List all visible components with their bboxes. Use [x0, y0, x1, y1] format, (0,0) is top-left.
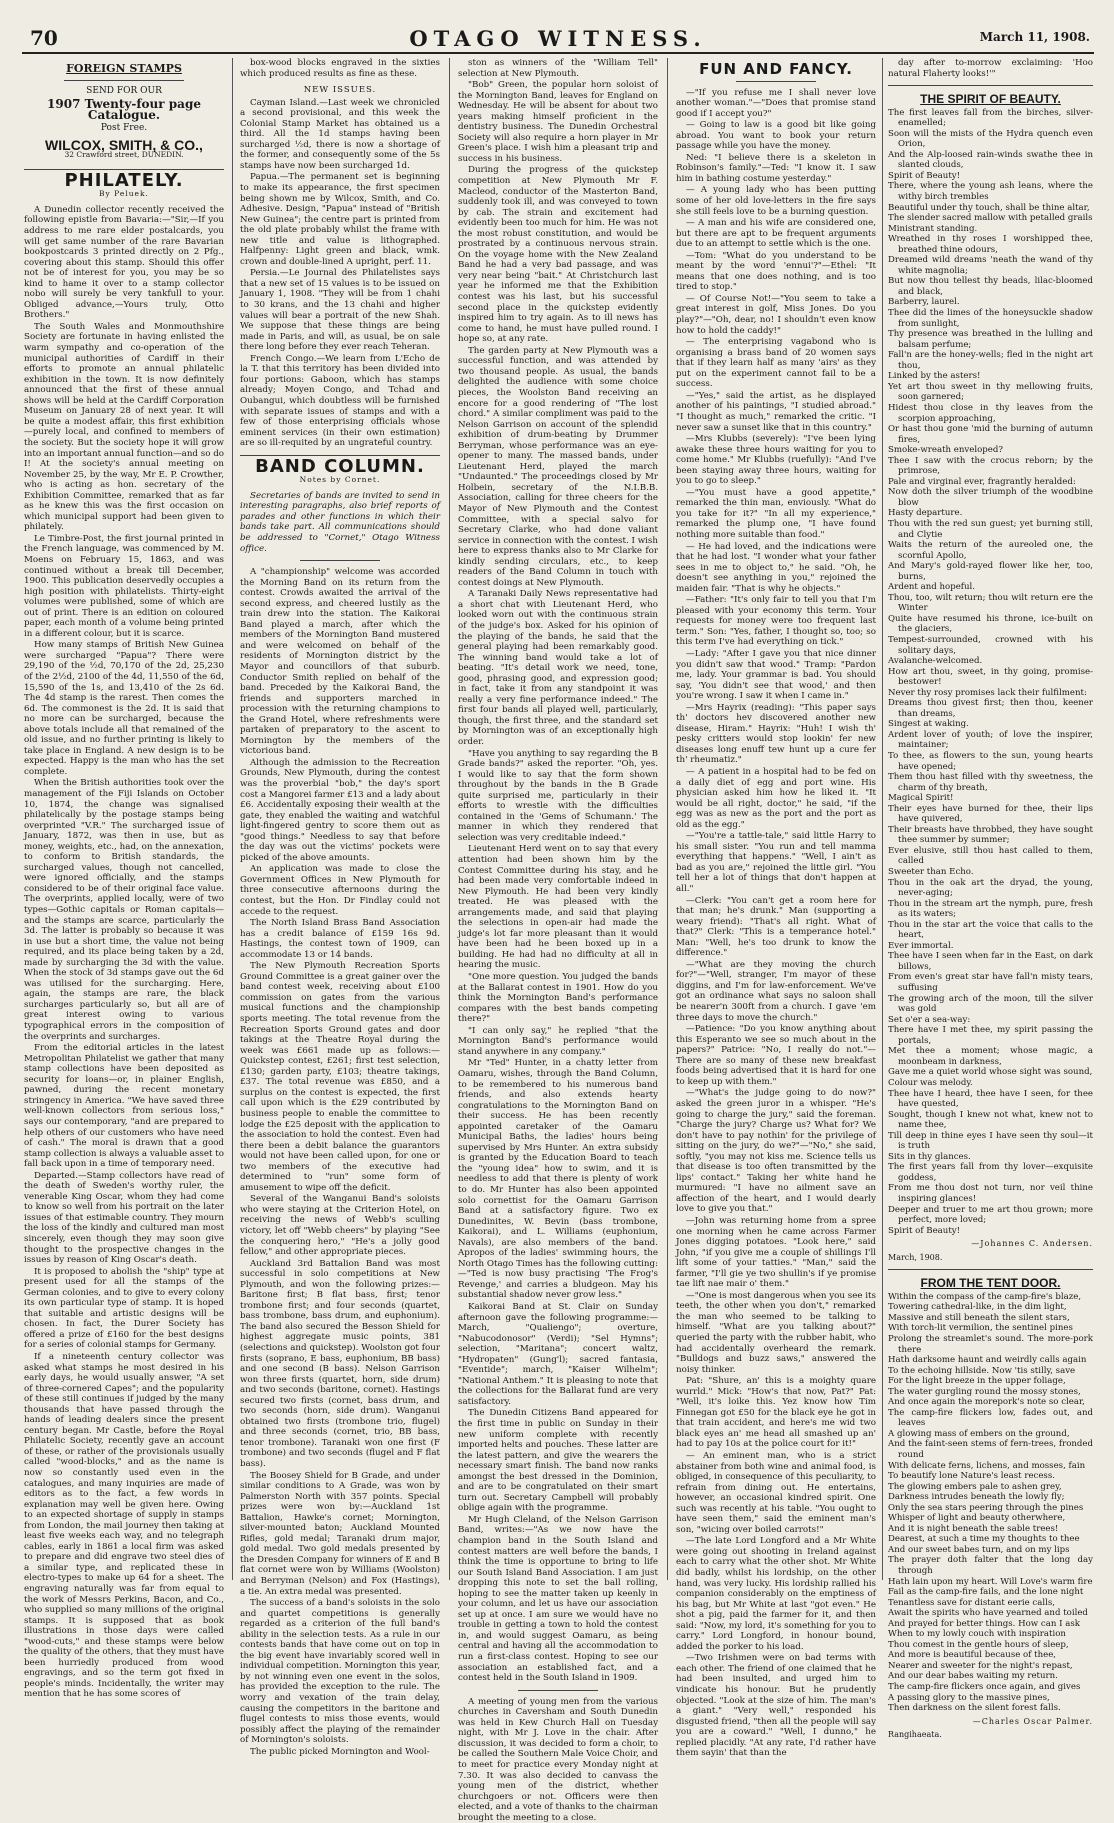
paragraph: — A man and his wife are considered one, but there are apt to be frequent arguments due to an attempt to settle which is the one. [676, 218, 876, 250]
poem-line: Smoke-wreath enveloped? [888, 445, 1003, 456]
stamps-advertisement [24, 64, 224, 161]
paragraph: "Bob" Green, the popular horn soloist of the Mornington Band, leaves for England on Wednesday. He will be absent for about two years making himself proficient in the dentistry business. The Dunedin Orchestral Society will also require a horn player in Mr Green's place. I wish him a pleasant trip and success in his business. [458, 80, 658, 164]
poem-signature: —Charles Oscar Palmer. [972, 1716, 1093, 1726]
poem-line: Darkness intrudes beneath the lowly fly; [888, 1492, 1065, 1503]
paragraph: Papua.—The permanent set is beginning to make its appearance, the first specimen being shown me by Wilcox, Smith, and Co. Adhesive. Design, "Papua" instead of "British New Guinea"; the centre part is printed from the old plate probably whilst the frame with new title and value is lithographed. Halfpenny: Light green and black, wmk. crown and double-lined A upright, perf. 11. [240, 172, 440, 267]
ad-catalogue: 1907 Twenty-four page Catalogue. [47, 97, 201, 122]
paragraph: Le Timbre-Post, the first journal printed in the French language, was commenced by M. Moens on February 15, 1863, and was continued without a break till December, 1900. This publication deservedly occupies a high position with philatelists. Thirty-eight volumes were published, some of which are out of print. There is an edition on coloured paper, each month of a volume being printed in a different colour, but it is scarce. [24, 533, 224, 639]
paragraph: —Father: "It's only fair to tell you that I'm pleased with your economy this term. Your requests for money were too frequent last term." Son: "Yes, father, I thought so, too; so this term I've had everything on tick." [676, 595, 876, 648]
poem-line: Quite have resumed his throne, ice-built on the glaciers, [888, 613, 1093, 635]
poem-line: Dreams thou givest first; then thou, keener than dreams, [888, 698, 1093, 719]
poem-line: And prayed for better things. How can I ask [888, 1618, 1080, 1629]
poem-line: Thou in the stream art the nymph, pure, fresh as its waters; [888, 898, 1093, 920]
paragraph: Although the admission to the Recreation Grounds, New Plymouth, during the contest was the proverbial "bob," the day's sport cost a Mangorei farmer £13 and a lady about £6. Accidentally exposing their wealth at the gate, they enabled the waiting and watchful light-fingered gentry to score them out as "good things." Needless to say that before the day was out the victims' pockets were picked of the above amounts. [240, 757, 440, 863]
paragraph: —"You must have a good appetite," remarked the thin man, enviously. "What do you take for it?" "In all my experience," remarked the plump one, "I have found nothing more suitable than food." [676, 487, 876, 540]
poem-line: Beautiful under thy touch, shall be thine altar, [888, 202, 1090, 213]
section-title-band-column: BAND COLUMN. [255, 455, 425, 477]
poem-line: With torch-lit vermilion, the sentinel pines [888, 1323, 1073, 1334]
poem-line: Fall'n are the honey-wells; fled in the night art thou, [888, 350, 1093, 371]
poem-line: From me thou dost not turn, nor veil thine inspiring glances! [888, 1183, 1093, 1204]
paragraph: —Mrs Hayrix (reading): "This paper says th' doctors hev discovered another new disease, Hiram." Hayrix: "Huh! I wish th' pesky critters would stop lookin' fer new diseases long enuff tew hunt up a cure fer th' rheumatiz." [676, 702, 876, 766]
paragraph: A meeting of young men from the various churches in Caversham and South Dunedin was held in Kew Church Hall on Tuesday night, with Mr J. Love in the chair. After discussion, it was decided to form a choir, to be called the Southern Male Voice Choir, and to meet for practice every Monday night at 7.30. It was also decided to canvass the young men of the district, whether churchgoers or not. Officers were then elected, and a vote of thanks to the chairman brought the meeting to a close. [458, 1696, 658, 1823]
poem-line: Or hast thou gone 'mid the burning of autumn fires, [888, 424, 1093, 445]
paragraph: —Lady: "After I gave you that nice dinner you didn't saw that wood." Tramp: "Pardon me, lady. Your grammar is bad. You should say, 'You didn't see that wood,' and then you're wrong. I saw it when I came in." [676, 648, 876, 702]
poem-line: For the light breeze in the upper foliage, [888, 1376, 1066, 1387]
poem-line: Now doth the silver triumph of the woodbine blow [888, 487, 1093, 508]
poem-line: Waits the return of the aureoled one, the scornful Apollo, [888, 540, 1093, 561]
poem-body [888, 108, 1093, 1237]
poem-line: Linked by the asters! [888, 371, 981, 382]
article-body [676, 88, 876, 1759]
paragraph: A Dunedin collector recently received the following epistle from Bavaria:—"Sir,—If you address to me rare elder postalcards, you will get same number of the rare Bavarian bookpostcards 3 printed directly on 2 Pfg., covering about this stamp. Should this offer not be of interest for you, you may be so kind to hame it over to a stamp collector nobo will surely be very tankfull to your. Obliged advance,—Yours truly, Otto Brothers." [24, 204, 224, 321]
ad-send-for: SEND FOR OUR [86, 85, 162, 96]
section-title-philately: PHILATELY. [64, 169, 184, 191]
byline: By Peluek. [99, 189, 149, 199]
poem-line: Soon will the mists of the Hydra quench even Orion, [888, 128, 1093, 150]
poem-line: The camp-fire flickers low, fades out, and leaves [888, 1407, 1093, 1429]
poem-line: Set o'er a sea-way: [888, 1014, 971, 1025]
poem-line: Towering cathedral-like, in the dim light, [888, 1302, 1067, 1313]
poem-line: How art thou, sweet, in thy going, promise-bestower! [888, 666, 1093, 688]
poem-line: Colour was melody. [888, 1077, 973, 1088]
paragraph: — He had loved, and the indications were that he had lost. "I wonder what your father sees in me to object to," he said. "Oh, he doesn't see anything in you," rejoined the maiden fair. "That is why he objects." [676, 541, 876, 594]
paragraph: Ned: "I believe there is a skeleton in Robinson's family."—Ted: "I know it. I saw him in bathing costume yesterday." [676, 152, 876, 184]
divider [518, 1690, 598, 1691]
poem-line: With delicate ferns, lichens, and mosses, fain [888, 1460, 1086, 1471]
paragraph: —John was returning home from a spree one morning when he came across Farmer Jones digging potatoes. "Look here," said John, "if you give me a couple of shillings I'll lift some of your tatties." "Man," said the farmer, "I'll gie ye two shullin's if ye promise tae lift nae mair o' them." [676, 1215, 876, 1290]
poem-line: Ardent and hopeful. [888, 582, 976, 593]
poem-line: Then darkness on the silent forest falls. [888, 1703, 1061, 1714]
ad-title: FOREIGN STAMPS [66, 62, 182, 75]
paragraph: —"Yes," said the artist, as he displayed another of his paintings, "I studied abroad." "I thought as much," remarked the critic. "I never saw a sunset like that in this country." [676, 390, 876, 433]
paragraph: —"What are they moving the church for?"—"Well, stranger, I'm mayor of these diggins, and I'm for law-enforcement. We've got an ordinance what says no saloon shall be nearer'n 300ft from a church. I gave 'em three days to move the church." [676, 959, 876, 1023]
poem-line: Only the sea stars peering through the pines [888, 1502, 1084, 1513]
continued-text: day after to-morrow exclaiming: 'Hoo natural Flaherty looks!'" [888, 58, 1093, 79]
article-body [458, 1697, 658, 1823]
poem-line: The slender sacred mallow with petalled grails [888, 213, 1093, 224]
poem-line: There, where the young ash leans, where the withy birch trembles [888, 181, 1093, 203]
paragraph: From the editorial articles in the latest Metropolitan Philatelist we gather that many stamp collections have been deposited as security for loans—or, in plainer English, pawned, during the recent monetary stringency in America. "We have saved three well-known collectors from serious loss," says our contemporary, "and are prepared to help others of our customers who have need of cash." The moral is drawn that a good stamp collection is always a valuable asset to fall back upon in a time of temporary need. [24, 1043, 224, 1170]
paragraph: —"What's the judge going to do now?" asked the green juror in a whisper. "He's going to charge the jury," said the foreman. "Charge the jury? Charge us? What for? We don't have to pay nothin' for the privilege of sitting on the jury, do we?"—"No," she said, softly, "you may not kiss me. Science tells us that disease is too often transmitted by the lips' contact." Taking her white hand he murmured: "I have no ailment save an affection of the heart, and I would dearly love to give you that." [676, 1088, 876, 1215]
poem-line: Their breasts have throbbed, they have sought thee summer by summer; [888, 824, 1093, 846]
poem-line: Yet art thou sweet in thy mellowing fruits, soon garnered; [888, 381, 1093, 403]
paragraph: Mr "Ted" Hunter, in a chatty letter from Oamaru, wishes, through the Band Column, to be remembered to his numerous band friends, and also extends hearty congratulations to the Mornington Band on their success. He has been recently appointed caretaker of the Oamaru Municipal Baths, the ladies' hours being supervised by Mrs Hunter. An extra subsidy is granted by the Education Board to teach the "young idea" how to swim, and it is needless to add that there is plenty of work to do. Mr Hunter has also been appointed solo cornettist for the Oamaru Garrison Band at a satisfactory figure. Two ex Dunedinites, W. Bevin (bass trombone, Kaikorai), and L. Williams (euphonium, Navals), are also members of the band. Apropos of the ladies' swimming hours, the North Otago Times has the following cutting:—"Ted is now busy practising 'The Frog's Revenge,' and carries a bludgeon. May his substantial shadow never grow less." [458, 1058, 659, 1301]
poem-line: Ardent lover of youth; of love the inspirer, maintainer; [888, 729, 1093, 751]
paragraph: —The late Lord Longford and a Mr White were going out shooting in Ireland against each to carry what the other shot. Mr White did badly, whilst his lordship, on the other hand, was very lucky. His lordship rallied his companion considerably on the emptiness of his bag, but Mr White at last "got even." He shot a pig, paid the farmer for it, and then said: "Now, my lord, it's something for you to carry." Lord Longford, in honour bound, added the porker to his load. [676, 1536, 876, 1652]
poem-line: Barberry, laurel. [888, 297, 960, 308]
poem-title-tent-door: FROM THE TENT DOOR. [920, 1276, 1061, 1291]
column-divider [449, 58, 450, 1580]
paragraph: Cayman Island.—Last week we chronicled a second provisional, and this week the Colonial Stamp Market has obtained us a third. All the 1d stamps having been surcharged ½d, there is now a shortage of the former, and consequently some of the 5s stamps have now been surcharged 1d. [240, 97, 440, 171]
subheading-new-issues: NEW ISSUES. [303, 85, 377, 96]
paragraph: The Dunedin Citizens Band appeared for the first time in public on Sunday in their new uniform complete with recently imported helts and pouches. These latter are the latest pattern, and give the wearers the necessary smart finish. The band now ranks amongst the best dressed in the Dominion, and are to be congratulated on their smart turn out. Secretary Campbell will probably oblige again with the programme. [458, 1408, 658, 1514]
poem-line: Thou comest in the gentle hours of sleep, [888, 1639, 1069, 1650]
paragraph: The public picked Mornington and Wool- [250, 1746, 430, 1757]
poem-line: There have I met thee, my spirit passing the portals, [888, 1025, 1093, 1046]
poem-line: And the faint-seen stems of fern-trees, fronded round [888, 1439, 1093, 1460]
ad-address: 32 Crawford street, DUNEDIN. [64, 150, 184, 160]
paragraph: The South Wales and Monmouthshire Society are fortunate in having enlisted the warm sympathy and co-operation of the municipal authorities of Cardiff in their efforts to promote an annual philatelic exhibition in the town. It is now definitely announced that the first of these annual shows will be held at the Cardiff Corporation Museum on January 28 of next year. It will be quite a modest affair, this first exhibition—purely local, and confined to members of the society. But the society hope it will grow into an important annual function—and so do I! At the society's annual meeting on November 25, by the way, Mr E. P. Crowther, who is acting as hon. secretary of the Exhibition Committee, remarked that as far as he knew this was the first occasion on which municipal support had been given to philately. [24, 321, 224, 533]
column-5 [888, 58, 1093, 1740]
paragraph: How many stamps of British New Guinea were surcharged "Papua"? There were 29,190 of the ½d, 70,170 of the 2d, 25,230 of the 2½d, 2100 of the 4d, 11,550 of the 6d, 15,590 of the 1s, and 13,410 of the 2s 6d. The 4d stamp is the rarest. Then comes the 6d. The commonest is the 2d. It is said that no more can be surcharged, because the above totals include all that remained of the old issue, and no further printing is likely to take place in England. A new design is to be expected. Happy is the man who has the set complete. [24, 640, 224, 777]
poem-line: Nearer and sweeter for the night's repast, [888, 1660, 1073, 1671]
article-body [240, 98, 440, 449]
poem-line: The water gurgling round the mossy stones, [888, 1386, 1081, 1397]
paragraph: "One more question. You judged the bands at the Ballarat contest in 1901. How do you think the Mornington Band's performance compares with the best bands competing there?" [458, 972, 658, 1025]
paragraph: "I can only say," he replied "that the Mornington Band's performance would stand anywhere in any company." [458, 1025, 658, 1057]
poem-line: Wreathed in thy roses I worshipped thee, breathed thine odours, [888, 234, 1093, 255]
poem-line: Thee have I heard, thee have I seen, for thee have quested, [888, 1088, 1093, 1110]
section-title-fun-and-fancy: FUN AND FANCY. [699, 60, 853, 78]
paragraph: Kaikorai Band at St. Clair on Sunday afternoon gave the following programme:—March, "Qualiengo"; overture, "Nabucodonosor" (Verdi); "Sel Hymns"; selection, "Maritana"; concert waltz, "Hydropaten" (Gung'l); sacred fantasia, "Eventide"; march, "Kaiser Wilhelm"; "National Anthem." It is pleasing to note that the collections for the Ballarat fund are very satisfactory. [458, 1301, 658, 1407]
poem-line: Hath darksome haunt and weirdly calls again [888, 1355, 1087, 1366]
poem-line: And Mary's gold-rayed flower like her, too, burns, [888, 561, 1093, 582]
divider [736, 81, 816, 82]
paragraph: During the progress of the quickstep competition at New Plymouth Mr F. Macleod, conductor of the Masterton Band, suddenly took ill, and was conveyed to town by cab. The strain and excitement had evidently been too much for him. He was not the most robust constitution, and would be prostrated by a continuous nervous strain. On the voyage home with the New Zealand Band he had a very bad passage, and was very near being "bait." At Christchurch last year he informed me that the Exhibition contest was his last, but his successful second place in the quickstep evidently inspired him to try again. As to ill news has come to hand, he must have pulled round. I hope so, at any rate. [458, 165, 658, 345]
poem-line: And once again the morepork's note so clear, [888, 1397, 1085, 1408]
poem-line: Dreamed wild dreams 'neath the wand of thy white magnolia; [888, 255, 1093, 276]
column-3 [458, 58, 659, 1823]
paragraph: — Of Course Not!—"You seem to take a great interest in golf, Miss Jones. Do you play?"—"Oh, dear, no! I shouldn't even know how to hold the caddy!" [676, 293, 876, 336]
poem-line: Sweeter than Echo. [888, 867, 974, 878]
poem-line: Prolong the streamlet's sound. The more-pork there [888, 1333, 1093, 1355]
poem-line: Tempest-surrounded, crowned with his solitary days, [888, 634, 1093, 656]
paragraph: Lieutenant Herd went on to say that every attention had been shown him by the Contest Committee during his stay, and he had been made very comfortable indeed in New Plymouth. He had been very kindly treated. He was pleased with the arrangements made, and said that playing the selections in open-air had made the judge's lot far more pleasant than it would have been had he been boxed up in a building. He had had no difficulty at all in hearing the music. [458, 844, 658, 971]
article-body [24, 205, 224, 1700]
poem-line: And more is beautiful because of thee, [888, 1650, 1057, 1661]
poem-line: Dearest, at such a time my thoughts to thee [888, 1534, 1080, 1545]
poem-line: Sits in thy glances. [888, 1151, 971, 1162]
column-1 [24, 58, 224, 1700]
paragraph: — A patient in a hospital had to be fed on a daily diet of egg and port wine. His physician asked him how he liked it. "It would be all right, doctor," he said, "if the egg was as new as the port and the port as old as the egg." [676, 767, 876, 830]
column-2 [240, 58, 440, 1757]
article-body [240, 58, 440, 79]
poem-line: Magical Spirit! [888, 793, 954, 804]
band-notice: Secretaries of bands are invited to send in interesting paragraphs, also brief reports of parades and other functions in which their bands take part. All communications should be addressed to "Cornet," Otago Witness office. [240, 490, 440, 554]
poem-line: Thy presence was breathed in the lulling and balsam perfume; [888, 329, 1093, 350]
poem-line: Pale and virginal ever, fragrantly heralded: [888, 476, 1076, 487]
poem-line: To beautify lone Nature's least recess. [888, 1471, 1055, 1482]
poem-line: And our sweet babes turn, and on my lips [888, 1544, 1070, 1555]
poem-line: Within the compass of the camp-fire's blaze, [888, 1291, 1082, 1302]
newspaper-title: OTAGO WITNESS. [409, 26, 707, 51]
divider [888, 85, 1093, 86]
poem-line: Ministrant standing. [888, 223, 978, 234]
paragraph: — Going to law is a good bit like going abroad. You want to book your return passage while you have the money. [676, 120, 876, 152]
poem-line: A glowing mass of embers on the ground, [888, 1428, 1070, 1439]
paragraph: Persia.—Le Journal des Philatelistes says that a new set of 15 values is to be issued on January 1, 1908. "They will be from 1 chahi to 30 krans, and the 13 chahi and higher values will bear a portrait of the new Shah. We suppose that these things are being made in Paris, and will, as usual, be on sale there long before they ever reach Teheran. [240, 268, 440, 353]
paragraph: "Have you anything to say regarding the B Grade bands?" asked the reporter. "Oh, yes. I would like to say that the form shown throughout by the bands in the B Grade quite surprised me, particularly in their efforts to wrestle with the difficulties contained in the 'Gems of Schumann.' The manner in which they rendered that selection was very creditable indeed." [458, 748, 658, 843]
poem-line: Sought, though I knew not what, knew not to name thee, [888, 1109, 1093, 1131]
paragraph: Auckland 3rd Battalion Band was most successful in solo competitions at New Plymouth, and won the following prizes:—Baritone first; B flat bass, first; tenor trombone first; and four seconds (quartet, bass trombone, bass drum, and euphonium). The band also secured the Besson Shield for highest aggregate music points, 381 (selections and quickstep). Woolston got four firsts (soprano, E bass, euphonium, BB bass) and one second (B bass). Nelson Garrison won three firsts (quartet, horn, side drum) and two seconds (baritone, cornet). Hastings secured two firsts (cornet, bass drum, and two seconds (horn, side drum). Wanganui obtained two firsts (trombone trio, flugel) and three seconds (cornet, trio, BB bass, tenor trombone). Taranaki won one first (F trombone) and two seconds (flugel and F flat bass). [240, 1258, 440, 1469]
issue-date: March 11, 1908. [979, 30, 1090, 44]
poem-line: Ever elusive, still thou hast called to them, called [888, 845, 1093, 867]
paragraph: The success of a band's soloists in the solo and quartet competitions is generally regarded as a criterion of the full band's ability in the selection tests. As a rule in our contests bands that have come out on top in the big event have invariably scored well in individual competition. Mornington this year, by not winning even one event in the solos, has provided the exception to the rule. The worry and vexation of the train delay, causing the competitors in the baritone and flugel contests to miss those events, would possibly affect the playing of the remainder of Mornington's soloists. [240, 1598, 440, 1746]
poem-line: And the Alp-loosed rain-winds swathe thee in slanted clouds, [888, 149, 1093, 171]
poem-title-spirit-of-beauty: THE SPIRIT OF BEAUTY. [920, 92, 1061, 107]
paragraph: —Mrs Klubbs (severely): "I've been lying awake these three hours waiting for you to come home." Mr Klubbs (ruefully): "And I've been staying away three hours, waiting for you to go to sleep." [676, 434, 876, 487]
poem-line: The growing arch of the moon, till the silver was gold [888, 993, 1093, 1015]
poem-line: A passing glory to the massive pines, [888, 1692, 1050, 1703]
poem-line: Spirit of Beauty! [888, 170, 961, 181]
column-divider [882, 58, 883, 1580]
paragraph: box-wood blocks engraved in the sixties which produced results as fine as these. [240, 58, 440, 79]
paragraph: An application was made to close the Government Offices in New Plymouth for three consecutive afternoons during the contest, but the Hon. Dr Findlay could not accede to the request. [240, 864, 440, 917]
paragraph: Mr Hugh Cleland, of the Nelson Garrison Band, writes:—"As we now have the champion band in the South Island and contest matters are well before the bands, I think the time is opportune to bring to life our South Island Band Association. I am just dropping this note to set the ball rolling, hoping to see the matter taken up keenly in your column, and let us have our association set up at once. I am sure we would have no trouble in getting a town to hold the contest in, and would suggest Oamaru, as being central and having all the accommodation to run a first-class contest. Hoping to see our association an established fact, and a contest held in the South Island in 1909. [458, 1514, 658, 1684]
column-4 [676, 58, 876, 1759]
poem-line: The glowing embers pale to ashen grey, [888, 1481, 1062, 1492]
poem-line: Fail as the camp-fire fails, and the lone night [888, 1587, 1084, 1598]
paragraph: If a nineteenth century collector was asked what stamps he most desired in his early days, he would usually answer, "A set of three-cornered Capes"; and the popularity of these still continues if judged by the many thousands that have passed through the hands of leading dealers since the present century began. Mr Castle, before the Royal Philatelic Society, recently gave an account of these, or rather of the provisionals usually called "wood-blocks," and as the name is now so constantly used even in the catalogues, and many inquiries are made of editors as to the fact, a few words in explanation may well be given here. Owing to an expected shortage of supply in stamps from London, the mail journey then taking at least five weeks each way, and no telegraph cables, early in 1861 a local firm was asked to prepare and did engrave two steel dies of a similar type, and replicated these in electro-types to make up 64 for a sheet. The engraving naturally was far from equal to the work of Messrs Perkins, Bacon, and Co., who supplied so many millions of the original stamps. It is supposed that as book illustrations in those days were called "wood-cuts," and these stamps were below the quality of the others, that they must have been hurriedly produced from wood engravings, and so the term got fixed in people's minds. Incidentally, the writer may mention that he has some scores of [24, 1351, 224, 1700]
poem-line: And our dear babes waiting my return. [888, 1671, 1058, 1682]
paragraph: —"If you refuse me I shall never love another woman."—"Does that promise stand good if I accept you?" [676, 87, 876, 119]
paragraph: —Clerk: "You can't get a room here for that man; he's drunk." Man (supporting a weary friend): "That's all right. What of that?" Clerk: "This is a temperance hotel." Man: "Well, he's too drunk to know the difference." [676, 895, 876, 959]
paragraph: —Patience: "Do you know anything about this Esperanto we see so much about in the papers?" Patrice: "No, I really do not."— There are so many of these new breakfast foods being advertised that it is hard for one to keep up with them." [676, 1024, 876, 1087]
poem-line: And it is night beneath the sable trees! [888, 1523, 1059, 1534]
poem-line: Them thou hast filled with thy sweetness, the charm of thy breath, [888, 772, 1093, 793]
poem-line: Thou in the star art the voice that calls to the heart, [888, 919, 1093, 941]
poem-line: Await the spirits who have yearned and toiled [888, 1608, 1088, 1619]
poem-line: Gave me a quiet world whose sight was sound, [888, 1067, 1093, 1078]
poem-line: Thee have I seen when far in the East, on dark billows, [888, 951, 1093, 972]
poem-line: Ever immortal. [888, 940, 954, 951]
poem-line: Spirit of Beauty! [888, 1225, 961, 1236]
poem-line: Thee did the limes of the honeysuckle shadow from sunlight, [888, 308, 1093, 329]
paragraph: — An eminent man, who is a strict abstainer from both wine and animal food, is obliged, in consequence of this peculiarity, to refrain from dining out. He entertains, however, an occasional kindred spirit. One such was recently at his table. "You ought to have seen them," said the eminent man's son, "wicing over boiled carrots!" [676, 1451, 876, 1535]
paragraph: The garden party at New Plymouth was a successful function, and was attended by two thousand people. As usual, the bands delighted the audience with some choice pieces, the Woolston Band receiving an encore for a good rendering of "The lost chord." A similar compliment was paid to the Nelson Garrison on account of the splendid exhibition of drum-beating by Drummer Berryman, whose performance was an eye-opener to many. The massed bands, under Lieutenant Herd, played the march "Undaunted." The proceedings closed by Mr Holbein, secretary of the N.I.B.B. Association, calling for three cheers for the Mayor of New Plymouth and the Contest Committee, with a special salvo for Secretary Clarke, who had done valiant service in connection with the contest. I wish here to express thanks also to Mr Clarke for kindly sending circulars, etc., to keep readers of the Band Column in touch with contest doings at New Plymouth. [458, 345, 658, 588]
poem-line: Hidest thou close in thy leaves from the scorpion approaching, [888, 402, 1093, 424]
poem-line: The camp-fire flickers once again, and gives [888, 1682, 1081, 1693]
poem-line: Deeper and truer to me art thou grown; more perfect, more loved; [888, 1204, 1093, 1226]
paragraph: — A young lady who has been putting some of her old love-letters in the fire says she still feels love to be a burning question. [676, 185, 876, 217]
poem-line: To the echoing hillside. Now 'tis stilly, save [888, 1365, 1076, 1376]
poem-line: Thou in the oak art the dryad, the young, never-aging; [888, 877, 1093, 899]
paragraph: When the British authorities took over the management of the Fiji Islands on October 10, 1874, the change was signalised philatelically by the postage stamps being overprinted "V.R." The surcharged issue of January, 1872, was then in use, but as money, weights, etc., had, on the annexation, to conform to British standards, the surcharged values, though not cancelled, were ignored officially, and the stamps considered to be of their original face value. The overprints, applied locally, were of two types—Gothic capitals or Roman capitals—and the stamps are scarce, particularly the 3d. The latter is probably so because it was in use but a short time, the value not being required, and its place being taken by a 2d, made by surcharging the 3d with the value. When the stock of 3d stamps gave out the 6d was utilised for the surcharging. Here, again, the stamps are rare, the black surcharges particularly so, but all are of great interest owing to various typographical errors in the composition of the overprints and surcharges. [24, 778, 224, 1042]
ad-firm-name: WILCOX, SMITH, & CO., [45, 136, 203, 153]
column-divider [667, 58, 668, 1580]
article-body [458, 58, 658, 1684]
poem-line: Till deep in thine eyes I have seen thy soul—it is truth [888, 1130, 1093, 1152]
poem-line: The first years fall from thy lover—exquisite goddess, [888, 1162, 1093, 1183]
poem-line: From even's great star have fall'n misty tears, suffusing [888, 972, 1093, 994]
poem-line: When to my lowly couch with inspiration [888, 1629, 1066, 1640]
paragraph: —"You're a tattle-tale," said little Harry to his small sister. "You run and tell mamma everything that happens." "Well, I ain't as bad as you are," rejoined the little girl. "You tell her a lot of things that don't happen at all." [676, 831, 876, 895]
poem-place: Rangihaeata. [888, 1730, 942, 1740]
byline: Notes by Cornet. [299, 475, 381, 485]
paragraph: A "championship" welcome was accorded the Morning Band on its return from the contest. Crowds awaited the arrival of the second express, and cheered lustily as the train drew into the station. The Kaikorai Band played a march, after which the members of the Mornington Band mustered and were welcomed on behalf of the residents of Mornington district by the Mayor and councillors of that suburb. Conductor Smith replied on behalf of the band. Preceded by the Kaikorai Band, the friends and supporters marched in procession with the returning champions to the Grand Hotel, where refreshments were partaken of preparatory to the ascent to Mornington by the members of the victorious band. [240, 567, 440, 757]
divider [888, 1269, 1093, 1270]
poem-line: Thou, too, wilt return; thou wilt return ere the Winter [888, 592, 1093, 614]
ad-post-free: Post Free. [100, 123, 148, 134]
paragraph: It is proposed to abolish the "ship" type at present used for all the stamps of the German colonies, and to give to every colony its own particular type of stamp. It is hoped that suitable and artistic designs will be chosen. In fact, the Durer Society has offered a prize of £160 for the best designs for a series of colonial stamps for Germany. [24, 1266, 224, 1351]
poem-line: Tenantless save for distant eerie calls, [888, 1597, 1055, 1608]
paragraph: — The enterprising vagabond who is organising a brass band of 20 women says that if they learn half as many 'airs' as they put on the experiment cannot fail to be a success. [676, 337, 876, 390]
paragraph: The New Plymouth Recreation Sports Ground Committee is a great gainer over the band contest week, receiving about £100 commission on gates from the various musical functions and the championship sports meeting. The total revenue from the Recreation Sports Ground gates and door takings at the Theatre Royal during the week was £661 made up as follows:—Quickstep contest, £261; first test selection, £130; garden party, £103; theatre takings, £37. The total revenue was £850, and a surplus on the contest is expected, the first call upon which is the £29 contributed by business people to enable the committee to lodge the £25 deposit with the application to the association to hold the contest. Even had there been a debit balance the guarantors would not have been called upon, for one or two members of the executive had determined to "run" some form of amusement to wipe off the deficit. [240, 961, 440, 1193]
poem-date: March, 1908. [888, 1252, 943, 1262]
paragraph: —Two Irishmen were on bad terms with each other. The friend of one claimed that he had been insulted, and urged him to vindicate his honour. But he prudently objected. "Look at the size of him. The man's a giant." "Very well," responded his disgusted friend, "then all the people will say you are a coward." "Well, I dunno," he replied placidly. "At any rate, I'd rather have them sayin' that than the [676, 1653, 876, 1759]
paragraph: A Taranaki Daily News representative had a short chat with Lieutenant Herd, who looked worn out with the continuous strain of the judge's box. Asked for his opinion of the playing of the bands, he said that the general playing had been remarkably good. The winning band would take a lot of beating. "It's detail work we need, tone, good, phrasing good, and expression good; in fact, take it from any standpoint it was really a very fine performance indeed." The first four bands all played well, particularly, though, the first three, and the standard set by Mornington was of an exceptionally high order. [458, 589, 658, 747]
paragraph: Departed.—Stamp collectors have read of the death of Sweden's worthy ruler, the venerable King Oscar, whom they had come to know so well from his portrait on the later issues of that estimable country. They mourn the loss of the kindly and cultured man most sincerely, even though they may soon give thought to the prospective changes in the issues by reason of King Oscar's death. [24, 1170, 224, 1266]
poem-line: The prayer doth falter that the long day through [888, 1555, 1093, 1577]
poem-signature: —Johannes C. Andersen. [971, 1239, 1093, 1249]
divider [64, 80, 184, 81]
page-number: 70 [30, 26, 58, 50]
column-divider [232, 58, 233, 1580]
poem-line: Never thy rosy promises lack their fulfilment: [888, 687, 1087, 698]
article-body [240, 567, 440, 1757]
poem-line: Met thee a moment; whose magic, a moonbeam in darkness, [888, 1046, 1093, 1067]
paragraph: French Congo.—We learn from L'Echo de la T. that this territory has been divided into four portions: Gaboon, which has stamps already; Moyen Congo, and Tchad and Oubangui, which doubtless will be furnished with separate issues of stamps and with a few of those enterprising officials whose eminent services (in their own estimation) are so ill-requited by an ungrateful country. [240, 353, 440, 449]
poem-line: But now thou tellest thy beads, lilac-bloomed and black, [888, 276, 1093, 297]
poem-line: Singest at waking. [888, 719, 969, 730]
paragraph: —"One is most dangerous when you see its teeth, the other when you don't," remarked the man who seemed to be talking to himself. "What are you talking about?" queried the party with the rubber habit, who had accidentally overheard the remark. "Bulldogs and buzz saws," answered the noisy thinker. [676, 1290, 876, 1375]
poem-line: To thee, as flowers to the sun, young hearts have opened; [888, 751, 1093, 772]
poem-line: Hath lain upon my heart. Will Love's warm fire [888, 1576, 1093, 1587]
poem-body [888, 1292, 1093, 1714]
poem-line: Thee I saw with the crocus reborn; by the primrose, [888, 455, 1093, 477]
paragraph: —Tom: "What do you understand to be meant by the word 'ennui'?"—Ethel: "It means that one does nothing, and is too tired to stop." [676, 250, 876, 293]
poem-line: The first leaves fall from the birches, silver-enamelled; [888, 107, 1093, 129]
paragraph: The Boosey Shield for B Grade, and under similar conditions to A Grade, was won by Palmerston North with 357 points. Special prizes were won by:—Auckland 1st Battalion, Hawke's cornet; Mornington, silver-mounted baton; Auckland Mounted Rifles, gold medal; Taranaki drum major, gold medal. Two gold medals presented by the Dresden Company for winners of E and B flat cornet were won by Williams (Woolston) and Berryman (Nelson) and Fox (Hastings), a tie. An extra medal was presented. [240, 1470, 440, 1597]
paragraph: Several of the Wanganui Band's soloists who were staying at the Criterion Hotel, on receiving the news of Webb's sculling victory, let off "Webb cheers" by playing "See the conquering hero," "He's a jolly good fellow," and other appropriate pieces. [240, 1194, 440, 1258]
masthead [22, 26, 1094, 54]
paragraph: Pat: "Shure, an' this is a moighty quare wurrld." Mick: "How's that now, Pat?" Pat: "Well, it's loike this. Yez know how Tim Finnegan got £50 for the black eye he got in that train accident, and here's me wid two black eyes an' me head all smashed up an' had to pay 10s at the police court for it!" [676, 1376, 876, 1450]
divider [300, 560, 380, 561]
poem-line: Their eyes have burned for thee, their lips have quivered, [888, 803, 1093, 825]
poem-line: Thou with the red sun guest; yet burning still, and Clytie [888, 518, 1093, 540]
paragraph: ston as winners of the "William Tell" selection at New Plymouth. [458, 58, 658, 79]
poem-line: Hasty departure. [888, 508, 963, 519]
poem-line: Avalanche-welcomed. [888, 656, 983, 667]
poem-line: Massive and still beneath the silent stars, [888, 1312, 1070, 1323]
paragraph: The North Island Brass Band Association has a credit balance of £159 16s 9d. Hastings, the contest town of 1909, can accommodate 13 or 14 bands. [240, 918, 440, 960]
poem-line: Whisper of light and beauty otherwhere, [888, 1513, 1066, 1524]
